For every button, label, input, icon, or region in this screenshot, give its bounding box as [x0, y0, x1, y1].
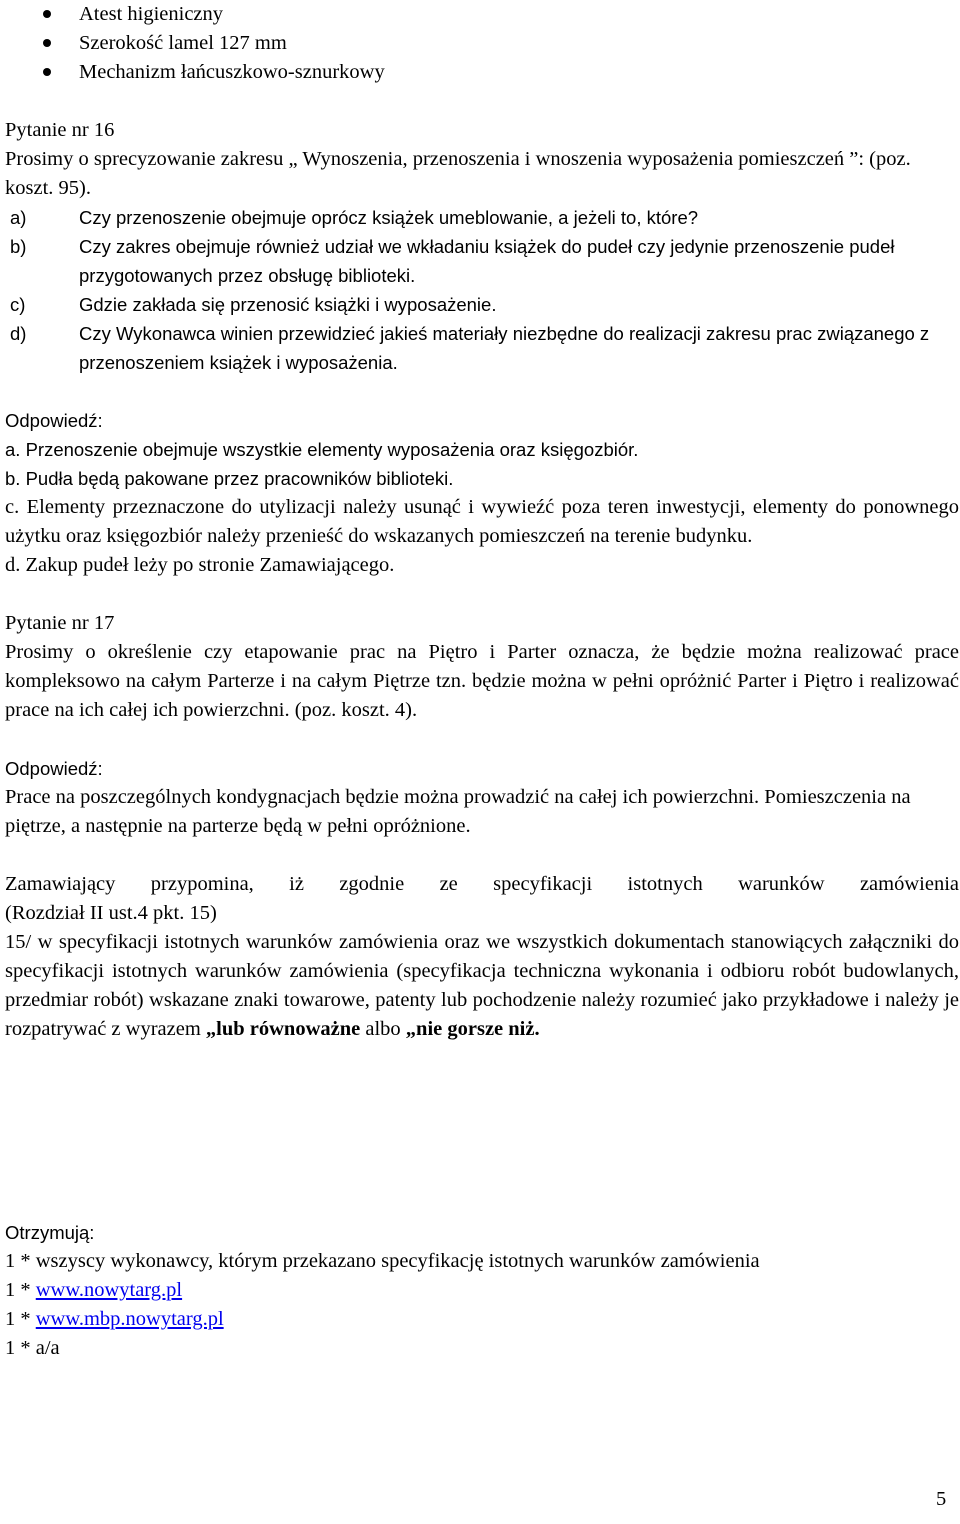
reminder-line-2: (Rozdział II ust.4 pkt. 15): [5, 902, 217, 924]
question-16-item-d: [5, 319, 959, 377]
reminder-bold-not-worse: „nie gorsze niż: [405, 1018, 535, 1040]
recipients-line-1: 1 * wszyscy wykonawcy, którym przekazano specyfikację istotnych warunków zamówienia: [5, 1250, 760, 1272]
reminder-bold-equivalent: „lub równoważne: [205, 1018, 361, 1040]
item-mark: a): [10, 207, 27, 228]
reminder-body-text: 15/ w specyfikacji istotnych warunków zamówienia oraz we wszystkich dokumentach stanowiących załączniki do specyfikacji istotnych warunków zamówienia (specyfikacja techniczna wykonania i odbioru robót budowlanych, przedmiar robót) wskazane znaki towarowe, patenty lub pochodzenie należy rozumieć jako przykładowe i należy je rozpatrywać z wyrazem: [5, 931, 959, 1040]
bullet-item: Mechanizm łańcuszkowo-sznurkowy: [5, 58, 959, 87]
question-16-item-a: [5, 203, 959, 232]
recipients-line-3: [5, 1305, 959, 1334]
page-number: 5: [936, 1488, 947, 1510]
reminder-mid-text: albo: [360, 1018, 406, 1040]
reminder-body: [5, 928, 959, 1044]
item-mark: b): [10, 236, 27, 257]
question-16-item-b: [5, 232, 959, 290]
nowytarg-link[interactable]: www.nowytarg.pl: [35, 1279, 183, 1301]
question-16-item-c: [5, 290, 959, 319]
reminder-end: .: [534, 1018, 540, 1040]
item-mark: c): [10, 294, 26, 315]
question-17-text: Prosimy o określenie czy etapowanie prac na Piętro i Parter oznacza, że będzie można realizować prace kompleksowo na całym Parterze i na całym Piętrze tzn. będzie można w pełni opróżnić Parter i Piętro i realizować prace na ich całej ich powierzchni. (poz. koszt. 4).: [5, 641, 959, 721]
item-text: Czy zakres obejmuje również udział we wkładaniu książek do pudeł czy jedynie przenoszenie pudeł przygotowanych przez obsługę biblioteki.: [79, 236, 895, 286]
question-16-items: [5, 203, 959, 377]
item-text: Czy Wykonawca winien przewidzieć jakieś materiały niezbędne do realizacji zakresu prac związanego z przenoszeniem książek i wyposażenia.: [79, 323, 930, 373]
bullet-item: Szerokość lamel 127 mm: [5, 29, 959, 58]
document-page: [5, 0, 959, 1363]
feature-bullet-list: [5, 0, 959, 87]
question-16-title: Pytanie nr 16: [5, 119, 115, 141]
reminder-line-1: Zamawiający przypomina, iż zgodnie ze specyfikacji istotnych warunków zamówienia: [5, 873, 959, 895]
question-16-intro: Prosimy o sprecyzowanie zakresu „ Wynoszenia, przenoszenia i wnoszenia wyposażenia pomieszczeń ”: (poz. koszt. 95).: [5, 148, 911, 199]
recipients-line-2: [5, 1276, 959, 1305]
recipients-line-4: 1 * a/a: [5, 1337, 60, 1359]
recipients-prefix: 1 *: [5, 1308, 36, 1330]
answer-17-label: Odpowiedź:: [5, 758, 103, 779]
answer-16-c: c. Elementy przeznaczone do utylizacji należy usunąć i wywieźć poza teren inwestycji, elementy do ponownego użytku oraz księgozbiór należy przenieść do wskazanych pomieszczeń na terenie budynku.: [5, 496, 959, 547]
item-text: Czy przenoszenie obejmuje oprócz książek umeblowanie, a jeżeli to, które?: [79, 207, 699, 228]
answer-16-label: Odpowiedź:: [5, 410, 103, 431]
answer-16-b: b. Pudła będą pakowane przez pracowników biblioteki.: [5, 468, 454, 489]
answer-16-a: a. Przenoszenie obejmuje wszystkie elementy wyposażenia oraz księgozbiór.: [5, 439, 639, 460]
recipients-prefix: 1 *: [5, 1279, 36, 1301]
question-17-title: Pytanie nr 17: [5, 612, 115, 634]
item-mark: d): [10, 323, 27, 344]
answer-17-text: Prace na poszczególnych kondygnacjach będzie można prowadzić na całej ich powierzchni. Pomieszczenia na piętrze, a następnie na parterze będą w pełni opróżnione.: [5, 786, 911, 837]
answer-16-d: d. Zakup pudeł leży po stronie Zamawiającego.: [5, 554, 395, 576]
item-text: Gdzie zakłada się przenosić książki i wyposażenie.: [79, 294, 497, 315]
bullet-item: Atest higieniczny: [5, 0, 959, 29]
recipients-label: Otrzymują:: [5, 1222, 95, 1243]
mbp-nowytarg-link[interactable]: www.mbp.nowytarg.pl: [35, 1308, 224, 1330]
